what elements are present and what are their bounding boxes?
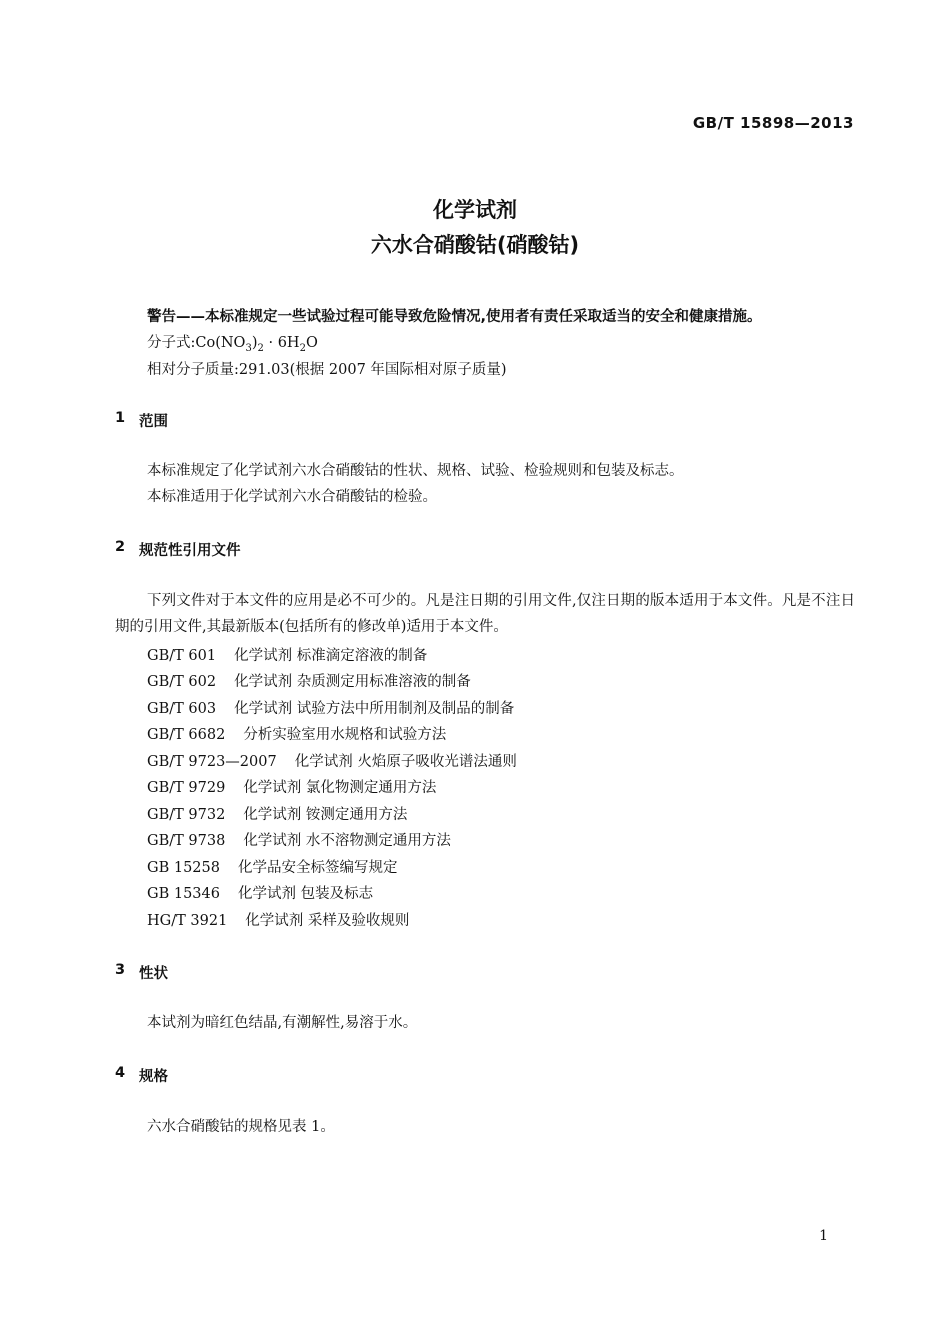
reference-name: 化学试剂 火焰原子吸收光谱法通则 (294, 754, 517, 770)
reference-item (147, 697, 532, 718)
section-1-paragraph-2: 本标准适用于化学试剂六水合硝酸钴的检验。 (147, 489, 437, 505)
reference-item (147, 723, 464, 744)
reference-name: 分析实验室用水规格和试验方法 (243, 727, 447, 743)
reference-code: GB 15346 (147, 886, 220, 902)
molecular-formula (147, 331, 318, 354)
section-1-number: 1 (115, 410, 126, 426)
reference-code: GB/T 9732 (147, 807, 226, 823)
section-2-intro: 下列文件对于本文件的应用是必不可少的。凡是注日期的引用文件,仅注日期的版本适用于本文件。凡是不注日期的引用文件,其最新版本(包括所有的修改单)适用于本文件。 (115, 593, 855, 635)
reference-code: GB/T 9723—2007 (147, 754, 277, 770)
reference-name: 化学试剂 水不溶物测定通用方法 (243, 833, 451, 849)
reference-name: 化学试剂 杂质测定用标准溶液的制备 (234, 674, 471, 690)
reference-item (147, 909, 427, 930)
reference-name: 化学试剂 采样及验收规则 (245, 913, 410, 929)
reference-item (147, 644, 445, 665)
formula-middle: · 6H (263, 335, 300, 351)
reference-name: 化学试剂 试验方法中所用制剂及制品的制备 (234, 701, 515, 717)
page-number: 1 (819, 1228, 828, 1244)
reference-code: GB/T 9729 (147, 780, 226, 796)
reference-item (147, 750, 535, 771)
section-4-number: 4 (115, 1065, 126, 1081)
reference-name: 化学试剂 铵测定通用方法 (243, 807, 408, 823)
formula-sub-1: 3 (245, 342, 252, 354)
reference-code: GB/T 603 (147, 701, 217, 717)
reference-code: GB/T 6682 (147, 727, 226, 743)
reference-name: 化学试剂 氯化物测定通用方法 (243, 780, 437, 796)
section-3-title: 性状 (139, 966, 168, 982)
section-1-title: 范围 (139, 414, 168, 430)
formula-mid: ) (251, 335, 258, 351)
section-3-paragraph: 本试剂为暗红色结晶,有潮解性,易溶于水。 (147, 1015, 418, 1031)
reference-item (147, 882, 391, 903)
reference-name: 化学试剂 包装及标志 (237, 886, 374, 902)
title-line-2: 六水合硝酸钴(硝酸钴) (370, 233, 580, 257)
section-1-paragraph-1: 本标准规定了化学试剂六水合硝酸钴的性状、规格、试验、检验规则和包装及标志。 (147, 463, 684, 479)
warning-text: 警告——本标准规定一些试验过程可能导致危险情况,使用者有责任采取适当的安全和健康措施。 (147, 309, 762, 325)
reference-code: GB/T 602 (147, 674, 217, 690)
reference-code: GB 15258 (147, 860, 220, 876)
section-3-number: 3 (115, 962, 126, 978)
reference-name: 化学品安全标签编写规定 (237, 860, 398, 876)
formula-sub-3: 2 (299, 342, 306, 354)
formula-sub-2: 2 (257, 342, 264, 354)
title-line-1: 化学试剂 (433, 198, 517, 222)
molar-mass: 相对分子质量:291.03(根据 2007 年国际相对原子质量) (147, 362, 507, 378)
reference-item (147, 803, 425, 824)
section-4-title: 规格 (139, 1069, 168, 1085)
section-4-paragraph: 六水合硝酸钴的规格见表 1。 (147, 1119, 335, 1135)
standard-code: GB/T 15898—2013 (692, 114, 854, 132)
section-2-number: 2 (115, 539, 126, 555)
reference-item (147, 829, 469, 850)
section-2-title: 规范性引用文件 (139, 543, 241, 559)
formula-label: 分子式: (147, 335, 196, 351)
reference-item (147, 856, 415, 877)
reference-item (147, 670, 489, 691)
reference-code: HG/T 3921 (147, 913, 228, 929)
reference-code: GB/T 9738 (147, 833, 226, 849)
reference-item (147, 776, 454, 797)
reference-name: 化学试剂 标准滴定溶液的制备 (234, 648, 428, 664)
formula-prefix: Co(NO (195, 335, 246, 351)
reference-code: GB/T 601 (147, 648, 217, 664)
formula-suffix: O (305, 335, 318, 351)
